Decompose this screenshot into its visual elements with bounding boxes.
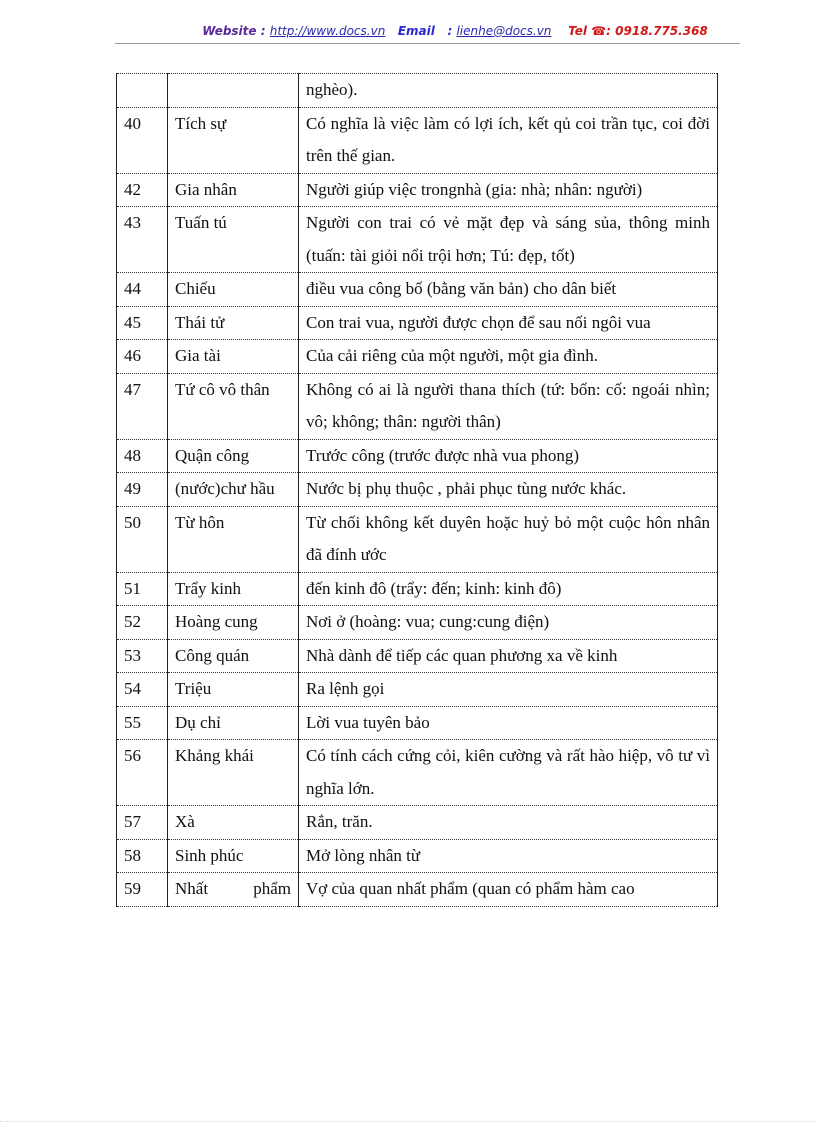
row-definition: Của cải riêng của một người, một gia đình. — [299, 340, 718, 374]
row-number: 55 — [117, 706, 168, 740]
row-definition: Người con trai có vẻ mặt đẹp và sáng sủa, thông minh (tuấn: tài giỏi nổi trội hơn; Tú: đẹp, tốt) — [299, 207, 718, 273]
row-definition: Ra lệnh gọi — [299, 673, 718, 707]
table-row — [117, 439, 718, 473]
row-definition: Không có ai là người thana thích (tứ: bốn: cố: ngoái nhìn; vô; không; thân: người thân) — [299, 373, 718, 439]
row-number: 47 — [117, 373, 168, 439]
row-number: 46 — [117, 340, 168, 374]
row-number: 40 — [117, 107, 168, 173]
row-number: 52 — [117, 606, 168, 640]
row-term: Từ hôn — [168, 506, 299, 572]
row-term — [168, 74, 299, 108]
page-bottom-rule — [0, 1121, 816, 1122]
row-term: Tứ cô vô thân — [168, 373, 299, 439]
row-term: Quận công — [168, 439, 299, 473]
row-definition: Nhà dành để tiếp các quan phương xa về kinh — [299, 639, 718, 673]
table-row — [117, 473, 718, 507]
row-number: 53 — [117, 639, 168, 673]
row-term: Công quán — [168, 639, 299, 673]
row-definition: Rắn, trăn. — [299, 806, 718, 840]
vocabulary-table — [116, 73, 718, 907]
row-definition: Nước bị phụ thuộc , phải phục tùng nước khác. — [299, 473, 718, 507]
row-term: Tích sự — [168, 107, 299, 173]
page-header — [0, 24, 816, 38]
row-definition: điều vua công bố (bằng văn bản) cho dân biết — [299, 273, 718, 307]
table-row — [117, 873, 718, 907]
row-number: 59 — [117, 873, 168, 907]
email-separator: : — [447, 24, 453, 38]
row-term: Chiếu — [168, 273, 299, 307]
row-term: Tuấn tú — [168, 207, 299, 273]
table-row — [117, 839, 718, 873]
row-definition: Con trai vua, người được chọn để sau nối ngôi vua — [299, 306, 718, 340]
phone-number: : 0918.775.368 — [606, 24, 708, 38]
row-definition: đến kinh đô (trẩy: đến; kinh: kinh đô) — [299, 572, 718, 606]
row-term: Sinh phúc — [168, 839, 299, 873]
row-number: 58 — [117, 839, 168, 873]
table-row — [117, 706, 718, 740]
row-number: 51 — [117, 572, 168, 606]
row-number: 50 — [117, 506, 168, 572]
table-row — [117, 74, 718, 108]
table-row — [117, 207, 718, 273]
table-row — [117, 340, 718, 374]
row-number: 54 — [117, 673, 168, 707]
table-row — [117, 606, 718, 640]
row-number: 44 — [117, 273, 168, 307]
row-definition: Lời vua tuyên bảo — [299, 706, 718, 740]
table-row — [117, 506, 718, 572]
table-row — [117, 273, 718, 307]
row-number: 49 — [117, 473, 168, 507]
vocabulary-table-body — [117, 74, 718, 907]
table-row — [117, 173, 718, 207]
row-number: 43 — [117, 207, 168, 273]
table-row — [117, 572, 718, 606]
row-definition: Trước công (trước được nhà vua phong) — [299, 439, 718, 473]
table-row — [117, 740, 718, 806]
row-term: Gia nhân — [168, 173, 299, 207]
website-label: Website : — [202, 24, 266, 38]
row-term: Triệu — [168, 673, 299, 707]
row-number — [117, 74, 168, 108]
header-divider — [115, 43, 740, 44]
row-number: 42 — [117, 173, 168, 207]
row-term: Khảng khái — [168, 740, 299, 806]
table-row — [117, 373, 718, 439]
row-definition: Mở lòng nhân từ — [299, 839, 718, 873]
row-number: 57 — [117, 806, 168, 840]
row-definition: Nơi ở (hoàng: vua; cung:cung điện) — [299, 606, 718, 640]
row-term: Hoàng cung — [168, 606, 299, 640]
row-term: Xà — [168, 806, 299, 840]
table-row — [117, 639, 718, 673]
row-term: Gia tài — [168, 340, 299, 374]
row-number: 48 — [117, 439, 168, 473]
row-definition: Từ chối không kết duyên hoặc huỷ bỏ một cuộc hôn nhân đã đính ước — [299, 506, 718, 572]
tel-label: Tel — [568, 24, 588, 38]
row-number: 45 — [117, 306, 168, 340]
table-row — [117, 306, 718, 340]
row-term: Thái tử — [168, 306, 299, 340]
row-term: Trẩy kinh — [168, 572, 299, 606]
table-row — [117, 107, 718, 173]
row-number: 56 — [117, 740, 168, 806]
row-term: (nước)chư hầu — [168, 473, 299, 507]
email-link[interactable]: lienhe@docs.vn — [456, 24, 552, 38]
row-term: Dụ chỉ — [168, 706, 299, 740]
phone-icon: ☎ — [591, 24, 607, 38]
row-definition: Có tính cách cứng cỏi, kiên cường và rất hào hiệp, vô tư vì nghĩa lớn. — [299, 740, 718, 806]
row-definition: Có nghĩa là việc làm có lợi ích, kết qủ coi trần tục, coi đời trên thế gian. — [299, 107, 718, 173]
row-definition: nghèo). — [299, 74, 718, 108]
table-row — [117, 673, 718, 707]
email-label: Email — [397, 24, 435, 38]
row-definition: Vợ của quan nhất phẩm (quan có phẩm hàm cao — [299, 873, 718, 907]
website-link[interactable]: http://www.docs.vn — [269, 24, 386, 38]
table-row — [117, 806, 718, 840]
row-term: Nhất phẩm — [168, 873, 299, 907]
row-definition: Người giúp việc trongnhà (gia: nhà; nhân: người) — [299, 173, 718, 207]
